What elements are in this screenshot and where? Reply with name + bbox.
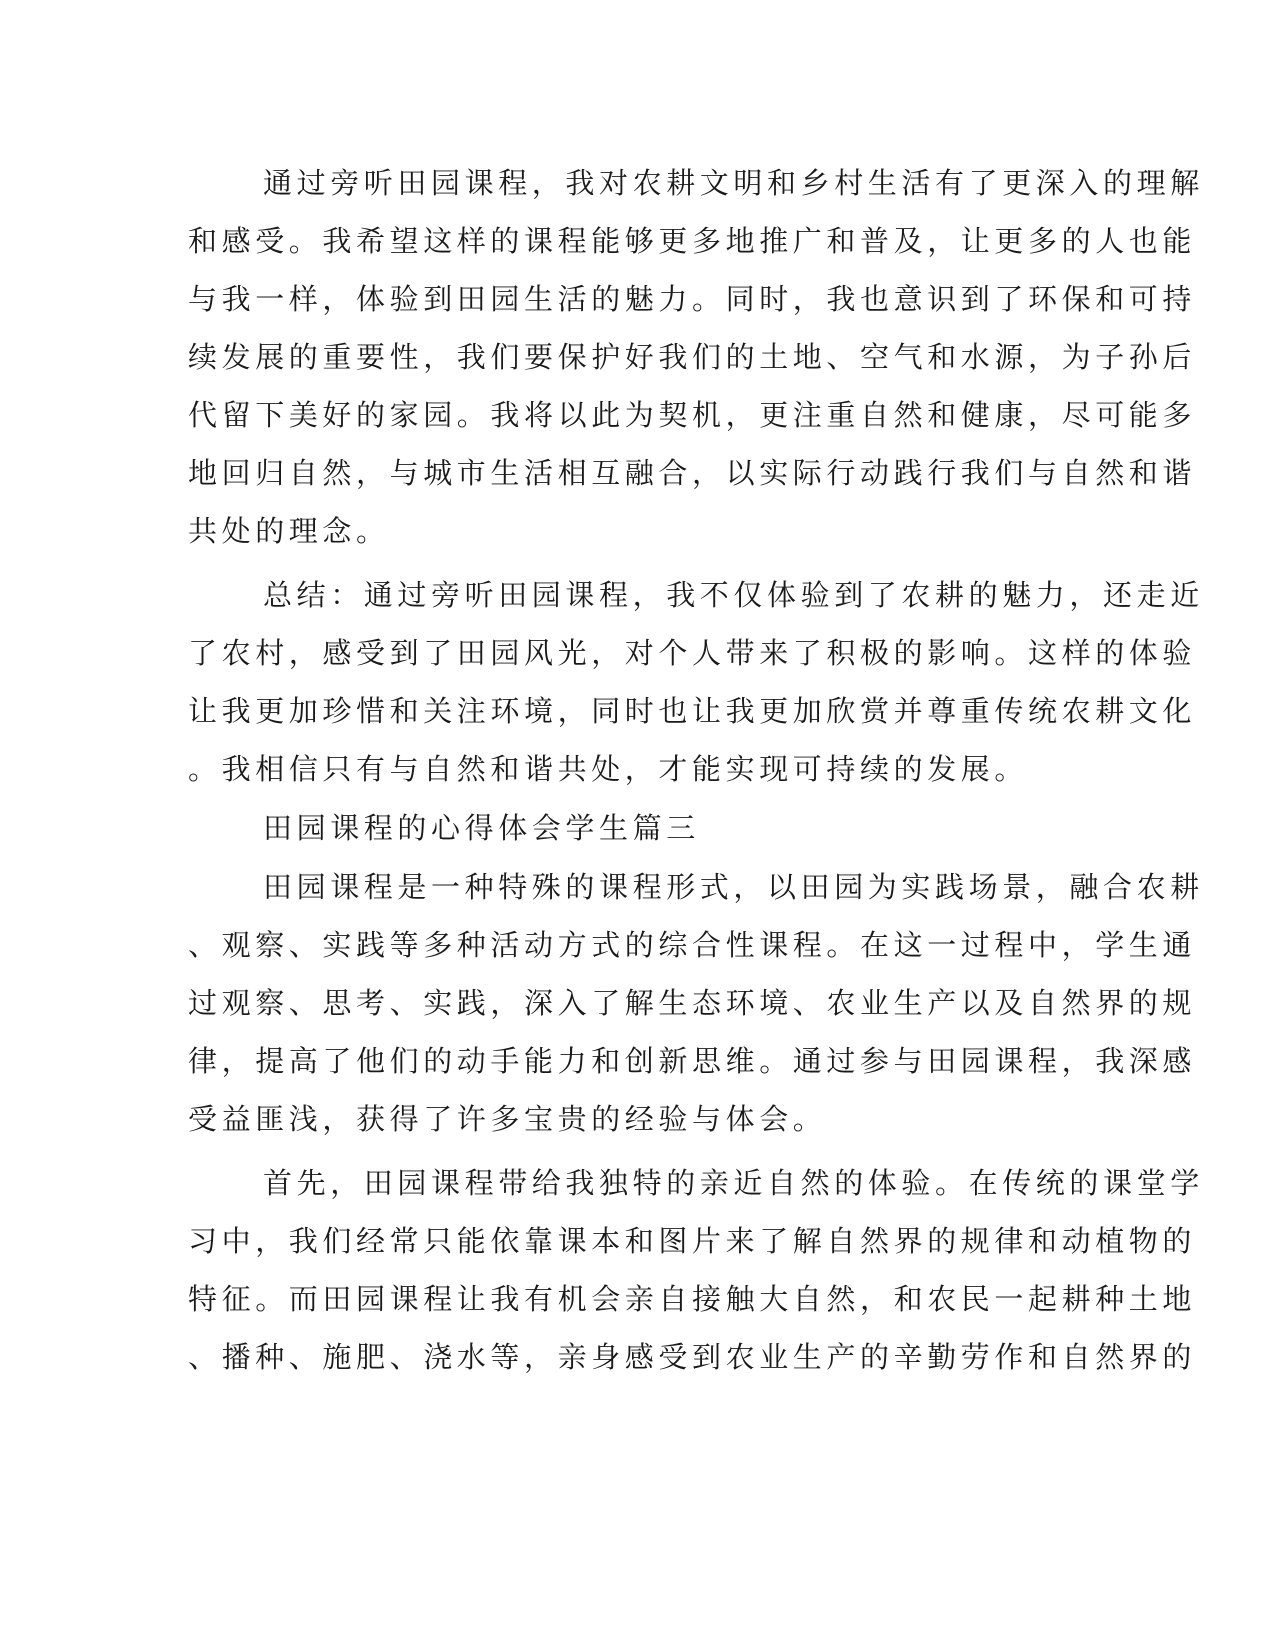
paragraph-line: 让我更加珍惜和关注环境，同时也让我更加欣赏并尊重传统农耕文化 [188, 694, 1197, 728]
paragraph-line: 、观察、实践等多种活动方式的综合性课程。在这一过程中，学生通 [188, 928, 1197, 962]
paragraph-line: 。我相信只有与自然和谐共处，才能实现可持续的发展。 [188, 752, 1029, 786]
paragraph-line: 首先，田园课程带给我独特的亲近自然的体验。在传统的课堂学 [263, 1166, 1204, 1200]
paragraph-line: 和感受。我希望这样的课程能够更多地推广和普及，让更多的人也能 [188, 224, 1197, 258]
paragraph-line: 地回归自然，与城市生活相互融合，以实际行动践行我们与自然和谐 [188, 456, 1197, 490]
paragraph-line: 代留下美好的家园。我将以此为契机，更注重自然和健康，尽可能多 [188, 398, 1197, 432]
paragraph-line: 特征。而田园课程让我有机会亲自接触大自然，和农民一起耕种土地 [188, 1282, 1197, 1316]
paragraph-line: 续发展的重要性，我们要保护好我们的土地、空气和水源，为子孙后 [188, 340, 1197, 374]
paragraph-line: 习中，我们经常只能依靠课本和图片来了解自然界的规律和动植物的 [188, 1224, 1197, 1258]
paragraph-line: 与我一样，体验到田园生活的魅力。同时，我也意识到了环保和可持 [188, 282, 1197, 316]
section-heading: 田园课程的心得体会学生篇三 [263, 811, 700, 845]
paragraph-line: 共处的理念。 [188, 514, 390, 548]
paragraph-line: 、播种、施肥、浇水等，亲身感受到农业生产的辛勤劳作和自然界的 [188, 1340, 1197, 1374]
paragraph-line: 律，提高了他们的动手能力和创新思维。通过参与田园课程，我深感 [188, 1044, 1197, 1078]
paragraph-line: 田园课程是一种特殊的课程形式，以田园为实践场景，融合农耕 [263, 870, 1204, 904]
paragraph-line: 通过旁听田园课程，我对农耕文明和乡村生活有了更深入的理解 [263, 166, 1204, 200]
paragraph-line: 了农村，感受到了田园风光，对个人带来了积极的影响。这样的体验 [188, 636, 1197, 670]
paragraph-line: 受益匪浅，获得了许多宝贵的经验与体会。 [188, 1102, 827, 1136]
paragraph-line: 过观察、思考、实践，深入了解生态环境、农业生产以及自然界的规 [188, 986, 1197, 1020]
paragraph-line: 总结：通过旁听田园课程，我不仅体验到了农耕的魅力，还走近 [263, 578, 1204, 612]
